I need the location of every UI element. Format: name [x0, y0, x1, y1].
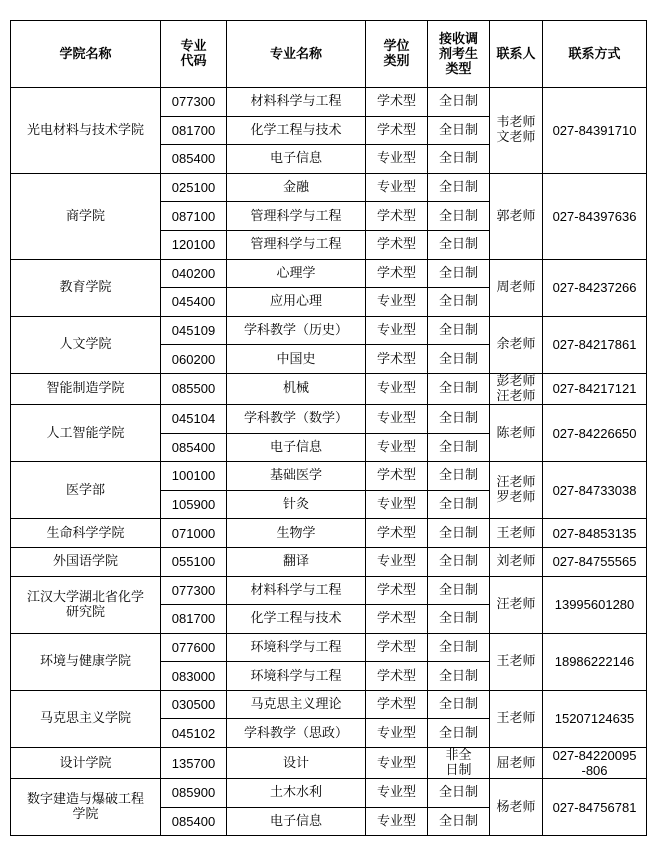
college-name-cell: 生命科学学院	[11, 519, 161, 548]
major-code-cell: 085400	[161, 433, 227, 462]
major-code-cell: 120100	[161, 230, 227, 259]
table-body	[11, 88, 647, 836]
degree-type-cell: 学术型	[366, 116, 428, 145]
degree-type-cell: 专业型	[366, 404, 428, 433]
student-type-cell: 全日制	[428, 633, 490, 662]
student-type-cell: 全日制	[428, 490, 490, 519]
major-name-cell: 机械	[227, 373, 366, 404]
contact-person-cell: 郭老师	[490, 173, 543, 259]
student-type-cell: 全日制	[428, 288, 490, 317]
major-name-cell: 应用心理	[227, 288, 366, 317]
table-header-row	[11, 21, 647, 88]
contact-person-cell: 王老师	[490, 519, 543, 548]
major-name-cell: 学科教学（历史）	[227, 316, 366, 345]
degree-type-cell: 学术型	[366, 690, 428, 719]
table-row	[11, 576, 647, 605]
student-type-cell: 全日制	[428, 662, 490, 691]
student-type-cell: 全日制	[428, 316, 490, 345]
contact-person-cell: 汪老师 罗老师	[490, 462, 543, 519]
contact-phone-cell: 027-84853135	[543, 519, 647, 548]
major-name-cell: 化学工程与技术	[227, 116, 366, 145]
degree-type-cell: 学术型	[366, 633, 428, 662]
major-code-cell: 087100	[161, 202, 227, 231]
table-row	[11, 259, 647, 288]
major-name-cell: 环境科学与工程	[227, 633, 366, 662]
major-name-cell: 材料科学与工程	[227, 576, 366, 605]
student-type-cell: 全日制	[428, 116, 490, 145]
header-contact: 联系人	[490, 21, 543, 88]
major-code-cell: 071000	[161, 519, 227, 548]
major-name-cell: 针灸	[227, 490, 366, 519]
header-major-name: 专业名称	[227, 21, 366, 88]
degree-type-cell: 专业型	[366, 807, 428, 836]
major-code-cell: 025100	[161, 173, 227, 202]
contact-phone-cell: 027-84217121	[543, 373, 647, 404]
major-code-cell: 045400	[161, 288, 227, 317]
major-name-cell: 管理科学与工程	[227, 202, 366, 231]
major-code-cell: 045104	[161, 404, 227, 433]
contact-phone-cell: 027-84756781	[543, 779, 647, 836]
college-name-cell: 马克思主义学院	[11, 690, 161, 747]
major-code-cell: 100100	[161, 462, 227, 491]
contact-phone-cell: 027-84733038	[543, 462, 647, 519]
major-code-cell: 135700	[161, 748, 227, 779]
student-type-cell: 全日制	[428, 719, 490, 748]
student-type-cell: 全日制	[428, 433, 490, 462]
table-row	[11, 748, 647, 779]
student-type-cell: 全日制	[428, 145, 490, 174]
student-type-cell: 全日制	[428, 373, 490, 404]
degree-type-cell: 学术型	[366, 259, 428, 288]
contact-person-cell: 王老师	[490, 633, 543, 690]
table-row	[11, 373, 647, 404]
major-name-cell: 电子信息	[227, 433, 366, 462]
major-code-cell: 083000	[161, 662, 227, 691]
major-name-cell: 环境科学与工程	[227, 662, 366, 691]
student-type-cell: 全日制	[428, 690, 490, 719]
contact-phone-cell: 027-84226650	[543, 404, 647, 461]
major-name-cell: 电子信息	[227, 145, 366, 174]
contact-phone-cell: 15207124635	[543, 690, 647, 747]
major-code-cell: 045109	[161, 316, 227, 345]
degree-type-cell: 学术型	[366, 202, 428, 231]
header-phone: 联系方式	[543, 21, 647, 88]
contact-phone-cell: 027-84237266	[543, 259, 647, 316]
degree-type-cell: 专业型	[366, 316, 428, 345]
contact-phone-cell: 027-84755565	[543, 547, 647, 576]
major-code-cell: 085900	[161, 779, 227, 808]
major-code-cell: 085500	[161, 373, 227, 404]
header-major-code: 专业 代码	[161, 21, 227, 88]
degree-type-cell: 专业型	[366, 719, 428, 748]
contact-phone-cell: 13995601280	[543, 576, 647, 633]
student-type-cell: 非全 日制	[428, 748, 490, 779]
contact-person-cell: 韦老师 文老师	[490, 88, 543, 174]
header-college: 学院名称	[11, 21, 161, 88]
major-code-cell: 045102	[161, 719, 227, 748]
degree-type-cell: 专业型	[366, 547, 428, 576]
table-row	[11, 633, 647, 662]
major-code-cell: 081700	[161, 605, 227, 634]
degree-type-cell: 学术型	[366, 462, 428, 491]
major-name-cell: 电子信息	[227, 807, 366, 836]
contact-person-cell: 王老师	[490, 690, 543, 747]
major-name-cell: 马克思主义理论	[227, 690, 366, 719]
student-type-cell: 全日制	[428, 230, 490, 259]
college-name-cell: 外国语学院	[11, 547, 161, 576]
major-code-cell: 030500	[161, 690, 227, 719]
student-type-cell: 全日制	[428, 88, 490, 117]
degree-type-cell: 专业型	[366, 779, 428, 808]
contact-person-cell: 周老师	[490, 259, 543, 316]
degree-type-cell: 学术型	[366, 662, 428, 691]
major-code-cell: 085400	[161, 807, 227, 836]
student-type-cell: 全日制	[428, 519, 490, 548]
major-code-cell: 055100	[161, 547, 227, 576]
student-type-cell: 全日制	[428, 807, 490, 836]
college-name-cell: 智能制造学院	[11, 373, 161, 404]
header-degree-type: 学位 类别	[366, 21, 428, 88]
degree-type-cell: 学术型	[366, 88, 428, 117]
major-name-cell: 土木水利	[227, 779, 366, 808]
table-row	[11, 316, 647, 345]
major-name-cell: 心理学	[227, 259, 366, 288]
degree-type-cell: 专业型	[366, 288, 428, 317]
contact-person-cell: 屈老师	[490, 748, 543, 779]
contact-phone-cell: 18986222146	[543, 633, 647, 690]
adjustment-table	[10, 20, 647, 836]
degree-type-cell: 学术型	[366, 230, 428, 259]
student-type-cell: 全日制	[428, 259, 490, 288]
contact-person-cell: 余老师	[490, 316, 543, 373]
contact-person-cell: 陈老师	[490, 404, 543, 461]
student-type-cell: 全日制	[428, 345, 490, 374]
college-name-cell: 教育学院	[11, 259, 161, 316]
major-code-cell: 077300	[161, 88, 227, 117]
college-name-cell: 数字建造与爆破工程 学院	[11, 779, 161, 836]
degree-type-cell: 专业型	[366, 433, 428, 462]
contact-phone-cell: 027-84217861	[543, 316, 647, 373]
table-row	[11, 547, 647, 576]
major-code-cell: 077600	[161, 633, 227, 662]
major-name-cell: 学科教学（数学）	[227, 404, 366, 433]
contact-phone-cell: 027-84397636	[543, 173, 647, 259]
contact-phone-cell: 027-84220095 -806	[543, 748, 647, 779]
college-name-cell: 环境与健康学院	[11, 633, 161, 690]
table-row	[11, 173, 647, 202]
degree-type-cell: 专业型	[366, 373, 428, 404]
degree-type-cell: 学术型	[366, 605, 428, 634]
student-type-cell: 全日制	[428, 173, 490, 202]
degree-type-cell: 专业型	[366, 145, 428, 174]
table-row	[11, 779, 647, 808]
major-code-cell: 081700	[161, 116, 227, 145]
college-name-cell: 江汉大学湖北省化学 研究院	[11, 576, 161, 633]
table-row	[11, 690, 647, 719]
student-type-cell: 全日制	[428, 202, 490, 231]
contact-person-cell: 彭老师 汪老师	[490, 373, 543, 404]
table-row	[11, 404, 647, 433]
degree-type-cell: 学术型	[366, 576, 428, 605]
degree-type-cell: 专业型	[366, 748, 428, 779]
degree-type-cell: 专业型	[366, 490, 428, 519]
major-code-cell: 077300	[161, 576, 227, 605]
contact-person-cell: 汪老师	[490, 576, 543, 633]
college-name-cell: 人文学院	[11, 316, 161, 373]
student-type-cell: 全日制	[428, 547, 490, 576]
major-code-cell: 040200	[161, 259, 227, 288]
student-type-cell: 全日制	[428, 779, 490, 808]
major-name-cell: 材料科学与工程	[227, 88, 366, 117]
student-type-cell: 全日制	[428, 576, 490, 605]
student-type-cell: 全日制	[428, 462, 490, 491]
table-row	[11, 88, 647, 117]
document-page	[10, 20, 647, 836]
degree-type-cell: 学术型	[366, 345, 428, 374]
major-name-cell: 学科教学（思政）	[227, 719, 366, 748]
major-code-cell: 085400	[161, 145, 227, 174]
major-name-cell: 基础医学	[227, 462, 366, 491]
contact-phone-cell: 027-84391710	[543, 88, 647, 174]
contact-person-cell: 刘老师	[490, 547, 543, 576]
major-name-cell: 管理科学与工程	[227, 230, 366, 259]
major-name-cell: 翻译	[227, 547, 366, 576]
college-name-cell: 医学部	[11, 462, 161, 519]
college-name-cell: 商学院	[11, 173, 161, 259]
table-row	[11, 519, 647, 548]
table-row	[11, 462, 647, 491]
major-name-cell: 中国史	[227, 345, 366, 374]
student-type-cell: 全日制	[428, 404, 490, 433]
degree-type-cell: 专业型	[366, 173, 428, 202]
college-name-cell: 设计学院	[11, 748, 161, 779]
college-name-cell: 光电材料与技术学院	[11, 88, 161, 174]
contact-person-cell: 杨老师	[490, 779, 543, 836]
major-code-cell: 105900	[161, 490, 227, 519]
major-name-cell: 化学工程与技术	[227, 605, 366, 634]
major-name-cell: 生物学	[227, 519, 366, 548]
college-name-cell: 人工智能学院	[11, 404, 161, 461]
major-code-cell: 060200	[161, 345, 227, 374]
header-student-type: 接收调 剂考生 类型	[428, 21, 490, 88]
degree-type-cell: 学术型	[366, 519, 428, 548]
major-name-cell: 设计	[227, 748, 366, 779]
student-type-cell: 全日制	[428, 605, 490, 634]
major-name-cell: 金融	[227, 173, 366, 202]
